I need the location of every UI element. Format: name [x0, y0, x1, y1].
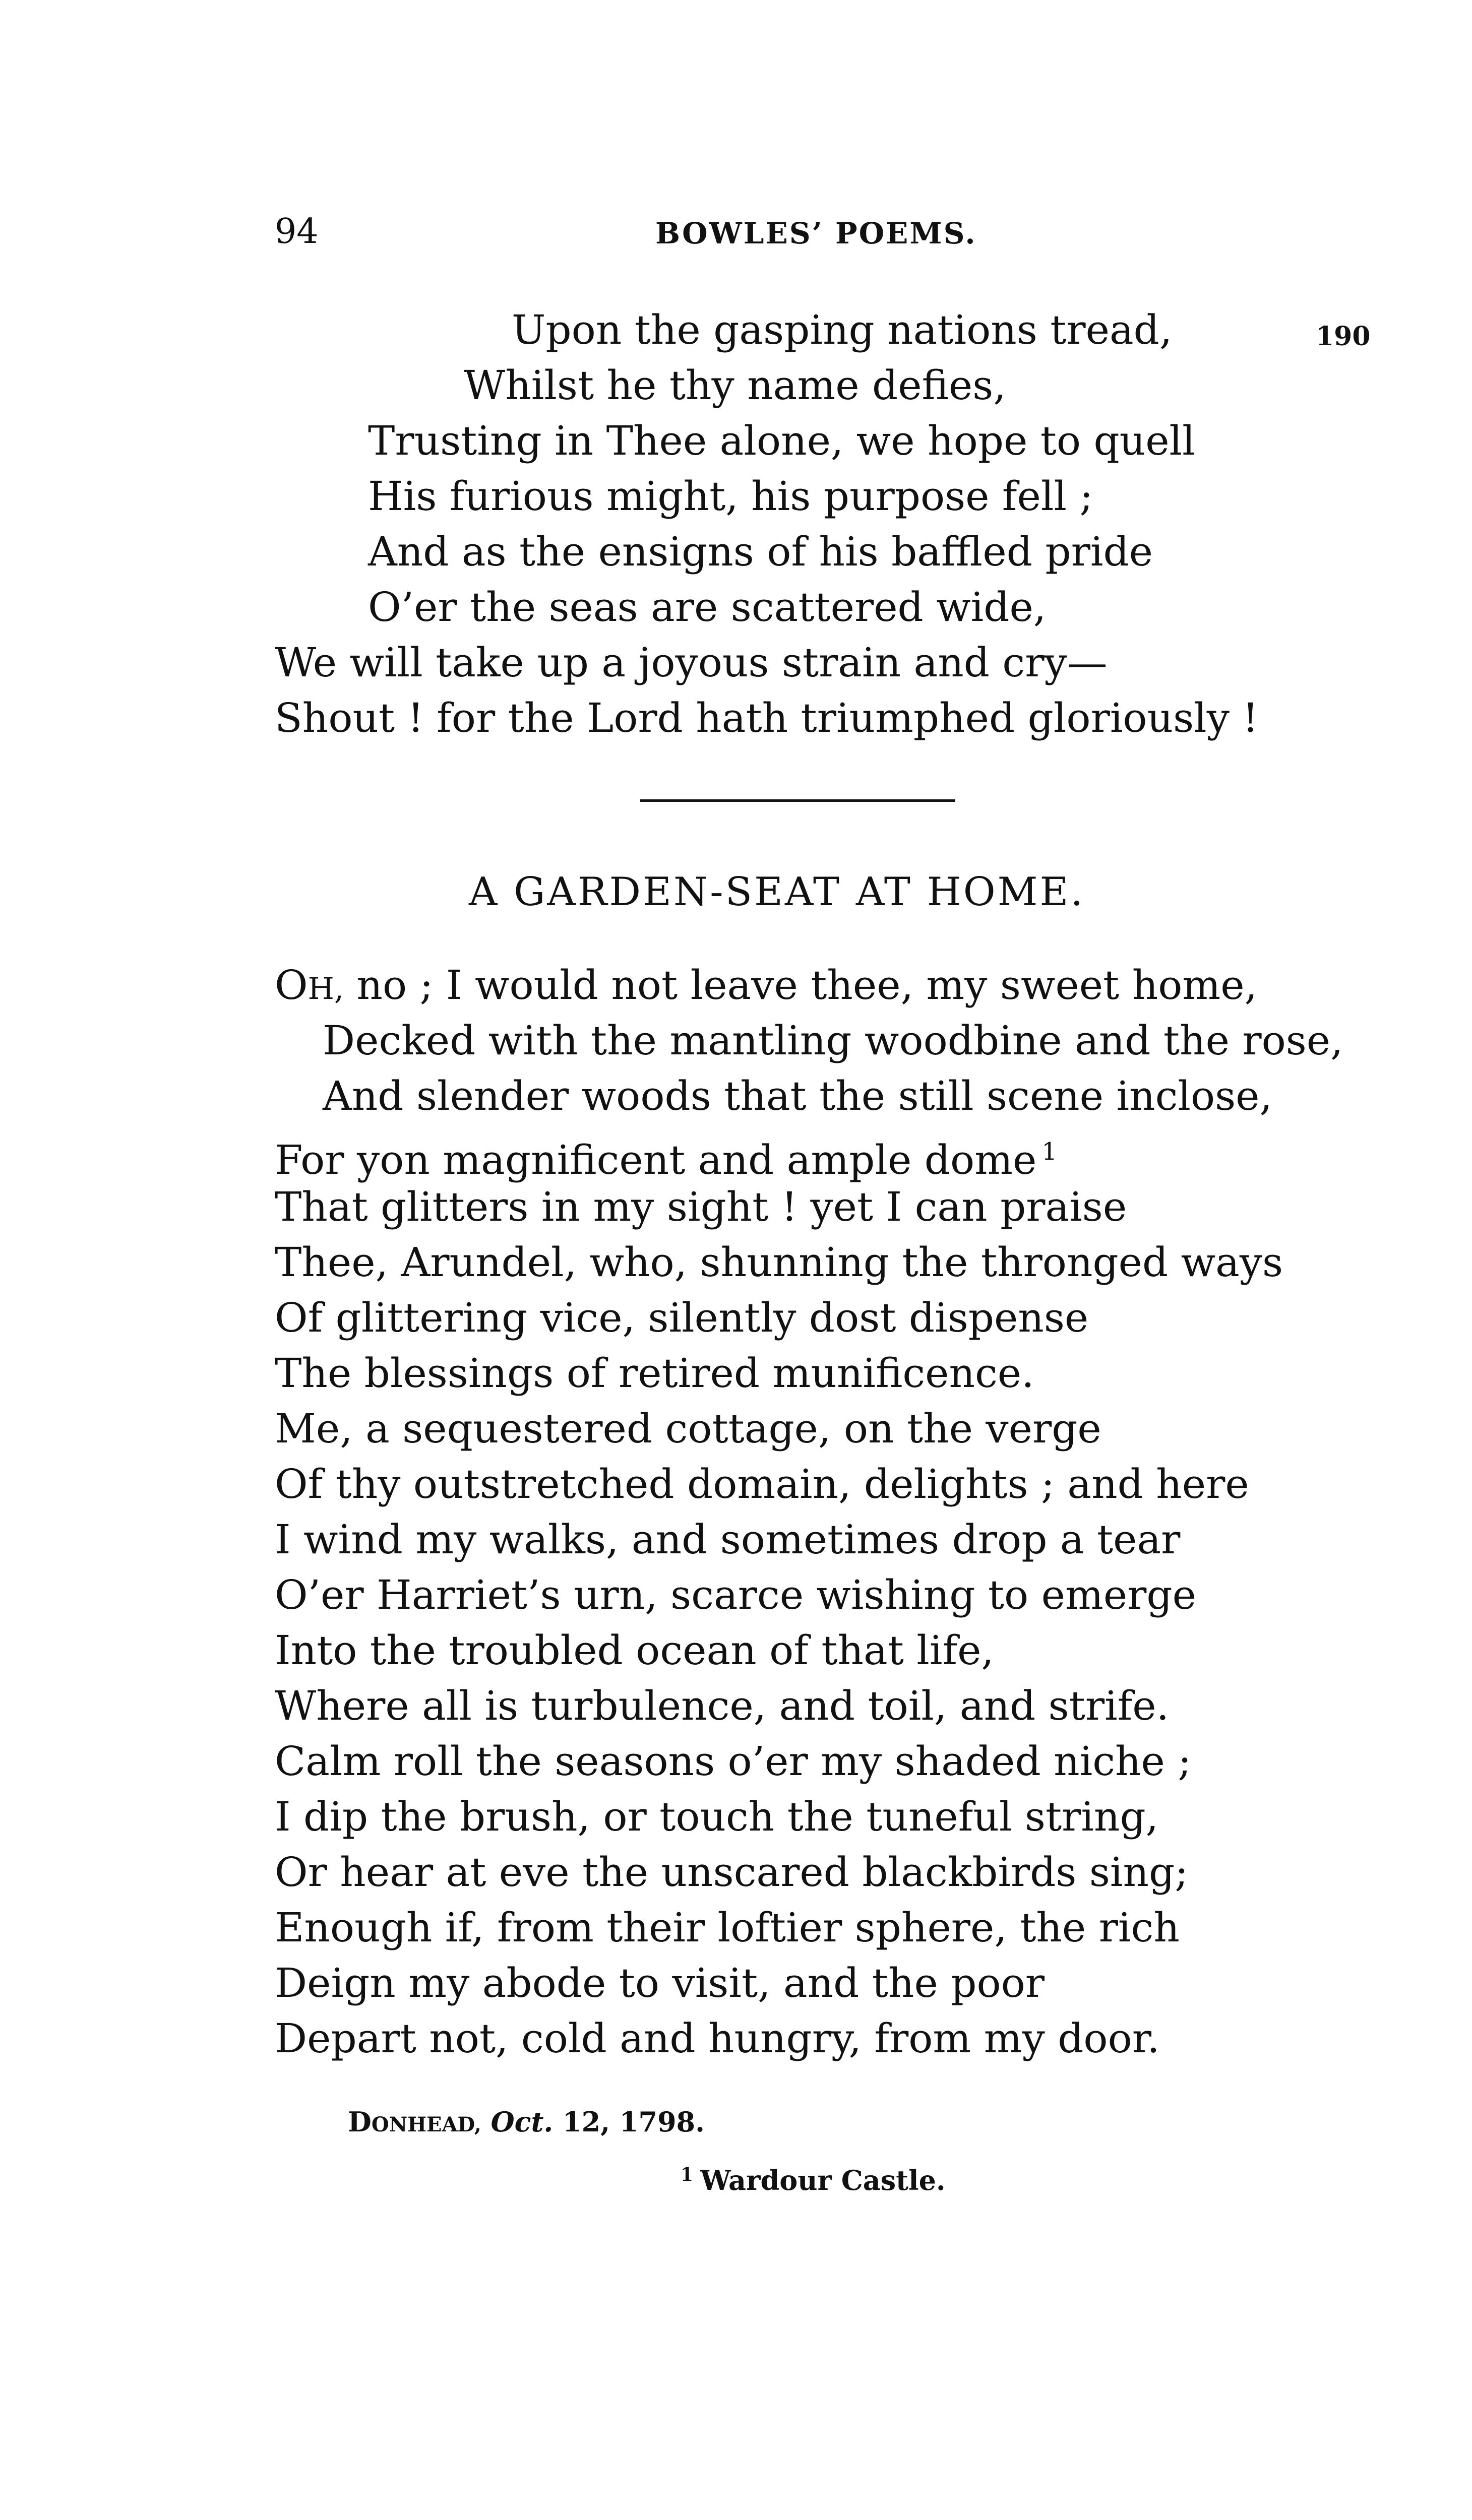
verse-line: I wind my walks, and sometimes drop a tear	[275, 1516, 1181, 1563]
verse-line: Of glittering vice, silently dost dispense	[275, 1294, 1089, 1341]
verse-line: Where all is turbulence, and toil, and strife.	[275, 1682, 1170, 1729]
verse-line: O’er the seas are scattered wide,	[368, 584, 1047, 631]
drop-initial: O	[275, 962, 308, 1009]
verse-line: And as the ensigns of his baffled pride	[368, 528, 1153, 575]
verse-line: And slender woods that the still scene inclose,	[323, 1073, 1272, 1119]
verse-line: O’er Harriet’s urn, scarce wishing to emerge	[275, 1571, 1196, 1618]
verse-line-text: For yon magnificent and ample dome	[275, 1137, 1037, 1183]
dateline	[348, 2104, 705, 2143]
verse-line: Of thy outstretched domain, delights ; and here	[275, 1461, 1249, 1507]
verse-line-text: no ; I would not leave thee, my sweet home,	[344, 962, 1258, 1009]
poem-title: A GARDEN-SEAT AT HOME.	[469, 869, 1085, 915]
verse-line: The blessings of retired munificence.	[275, 1350, 1034, 1397]
verse-line-first	[275, 958, 1257, 1017]
small-caps-word: H,	[308, 971, 344, 1006]
verse-line-with-footnote	[275, 1124, 1057, 1188]
verse-line: Into the troubled ocean of that life,	[275, 1627, 994, 1674]
dateline-place-initial: D	[348, 2106, 372, 2138]
verse-line: Depart not, cold and hungry, from my door.	[275, 2015, 1160, 2062]
verse-line: We will take up a joyous strain and cry—	[275, 639, 1108, 686]
dateline-month: Oct.	[490, 2106, 554, 2138]
footnote	[681, 2157, 946, 2198]
verse-line: Calm roll the seasons o’er my shaded niche ;	[275, 1738, 1192, 1785]
verse-line: Thee, Arundel, who, shunning the thronged ways	[275, 1239, 1283, 1286]
footnote-reference: 1	[1041, 1138, 1057, 1166]
footnote-mark: 1	[681, 2164, 694, 2185]
verse-line: Whilst he thy name defies,	[464, 362, 1006, 409]
verse-line: That glitters in my sight ! yet I can praise	[275, 1183, 1127, 1230]
verse-line: Upon the gasping nations tread,	[512, 306, 1173, 353]
page-number: 94	[275, 212, 319, 251]
verse-line: Deign my abode to visit, and the poor	[275, 1960, 1045, 2006]
section-divider	[640, 799, 955, 802]
verse-line: Decked with the mantling woodbine and the rose,	[323, 1017, 1343, 1064]
line-number-marker: 190	[1316, 321, 1371, 352]
verse-line: Shout ! for the Lord hath triumphed gloriously !	[275, 695, 1259, 741]
verse-line: Trusting in Thee alone, we hope to quell	[368, 417, 1195, 464]
verse-line: Enough if, from their loftier sphere, the rich	[275, 1904, 1180, 1951]
footnote-text: Wardour Castle.	[700, 2164, 946, 2196]
dateline-place: ONHEAD,	[371, 2113, 481, 2136]
verse-line: Me, a sequestered cottage, on the verge	[275, 1405, 1101, 1452]
dateline-date: 12, 1798.	[563, 2106, 705, 2138]
verse-line: Or hear at eve the unscared blackbirds sing;	[275, 1849, 1189, 1896]
verse-line: I dip the brush, or touch the tuneful string,	[275, 1793, 1159, 1840]
running-title: BOWLES’ POEMS.	[655, 216, 977, 250]
verse-line: His furious might, his purpose fell ;	[368, 473, 1093, 520]
